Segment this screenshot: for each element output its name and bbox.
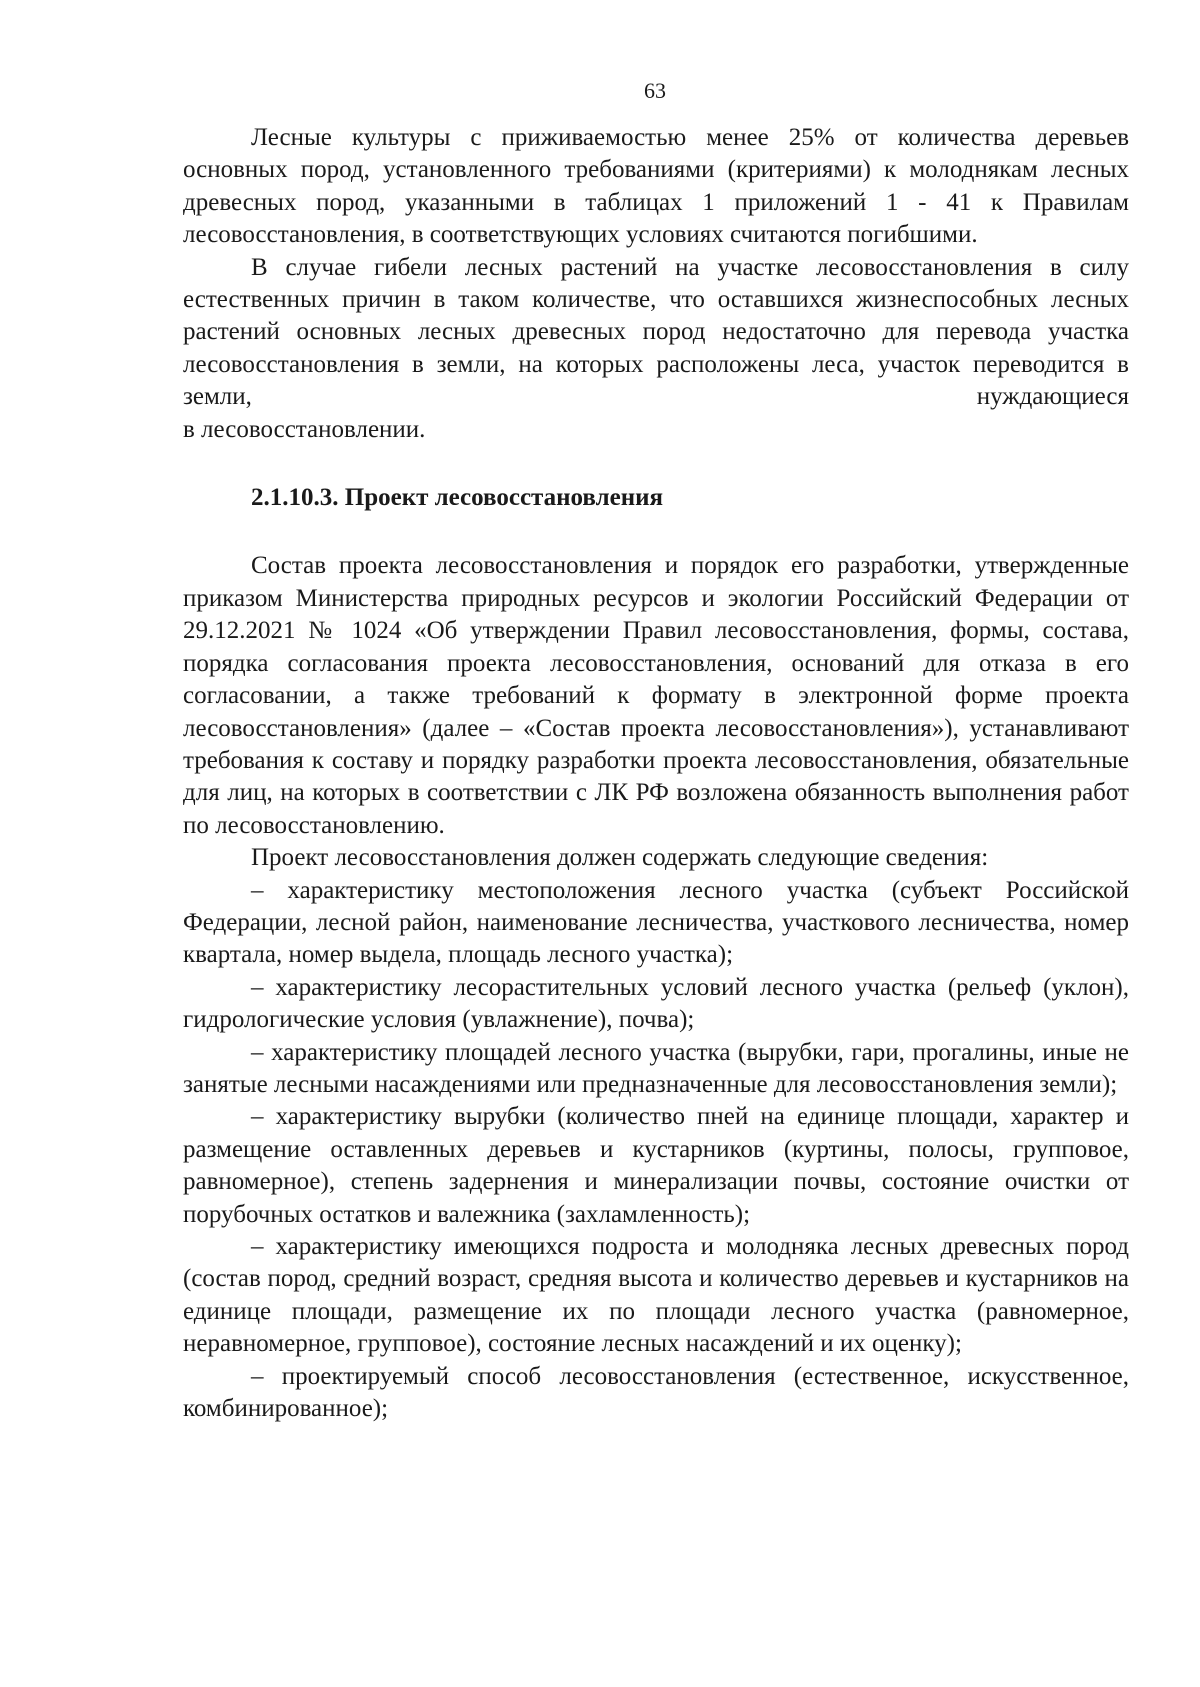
section-heading: 2.1.10.3. Проект лесовосстановления <box>251 484 664 512</box>
list-item-restoration-method: – проектируемый способ лесовосстановления (естественное, искусственное, комбинированное); <box>183 1362 1129 1423</box>
paragraph-plant-loss: В случае гибели лесных растений на участке лесовосстановления в силу естественных причин в таком количестве, что оставшихся жизнеспособных лесных растений основных лесных древесных пород недостаточно для перевода участка лесовосстановления в земли, на которых расположены леса, участок переводится в земли, нуждающиеся <box>183 253 1129 411</box>
document-body <box>183 122 1129 1425</box>
paragraph-plant-loss-tail: в лесовосстановлении. <box>183 415 426 443</box>
paragraph-project-contents-intro: Проект лесовосстановления должен содержать следующие сведения: <box>251 844 989 872</box>
list-item-clearing: – характеристику вырубки (количество пней на единице площади, характер и размещение оставленных деревьев и кустарников (куртины, полосы, групповое, равномерное), степень задернения и минерализации почвы, состояние очистки от порубочных остатков и валежника (захламленность); <box>183 1103 1129 1228</box>
paragraph-project-composition: Состав проекта лесовосстановления и порядок его разработки, утвержденные приказом Министерства природных ресурсов и экологии Российский Федерации от 29.12.2021 № 1024 «Об утверждении Правил лесовосстановления, формы, состава, порядка согласования проекта лесовосстановления, оснований для отказа в его согласовании, а также требований к формату в электронной форме проекта лесовосстановления» (далее – «Состав проекта лесовосстановления»), устанавливают требования к составу и порядку разработки проекта лесовосстановления, обязательные для лиц, на которых в соответствии с ЛК РФ возложена обязанность выполнения работ по лесовосстановлению. <box>183 552 1129 839</box>
list-item-growing-conditions: – характеристику лесорастительных условий лесного участка (рельеф (уклон), гидрологические условия (увлажнение), почва); <box>183 973 1129 1034</box>
list-item-areas: – характеристику площадей лесного участка (вырубки, гари, прогалины, иные не занятые лесными насаждениями или предназначенные для лесовосстановления земли); <box>183 1038 1129 1098</box>
spacer <box>183 514 1129 550</box>
paragraph-seedling-survival: Лесные культуры с приживаемостью менее 25% от количества деревьев основных пород, установленного требованиями (критериями) к молоднякам лесных древесных пород, указанными в таблицах 1 приложений 1 - 41 к Правилам лесовосстановления, в соответствующих условиях считаются погибшими. <box>183 124 1129 249</box>
list-item-location: – характеристику местоположения лесного участка (субъект Российской Федерации, лесной район, наименование лесничества, участкового лесничества, номер квартала, номер выдела, площадь лесного участка); <box>183 876 1129 969</box>
page-number: 63 <box>644 78 666 103</box>
spacer <box>183 446 1129 482</box>
list-item-undergrowth: – характеристику имеющихся подроста и молодняка лесных древесных пород (состав пород, средний возраст, средняя высота и количество деревьев и кустарников на единице площади, размещение их по площади лесного участка (равномерное, неравномерное, групповое), состояние лесных насаждений и их оценку); <box>183 1233 1129 1358</box>
